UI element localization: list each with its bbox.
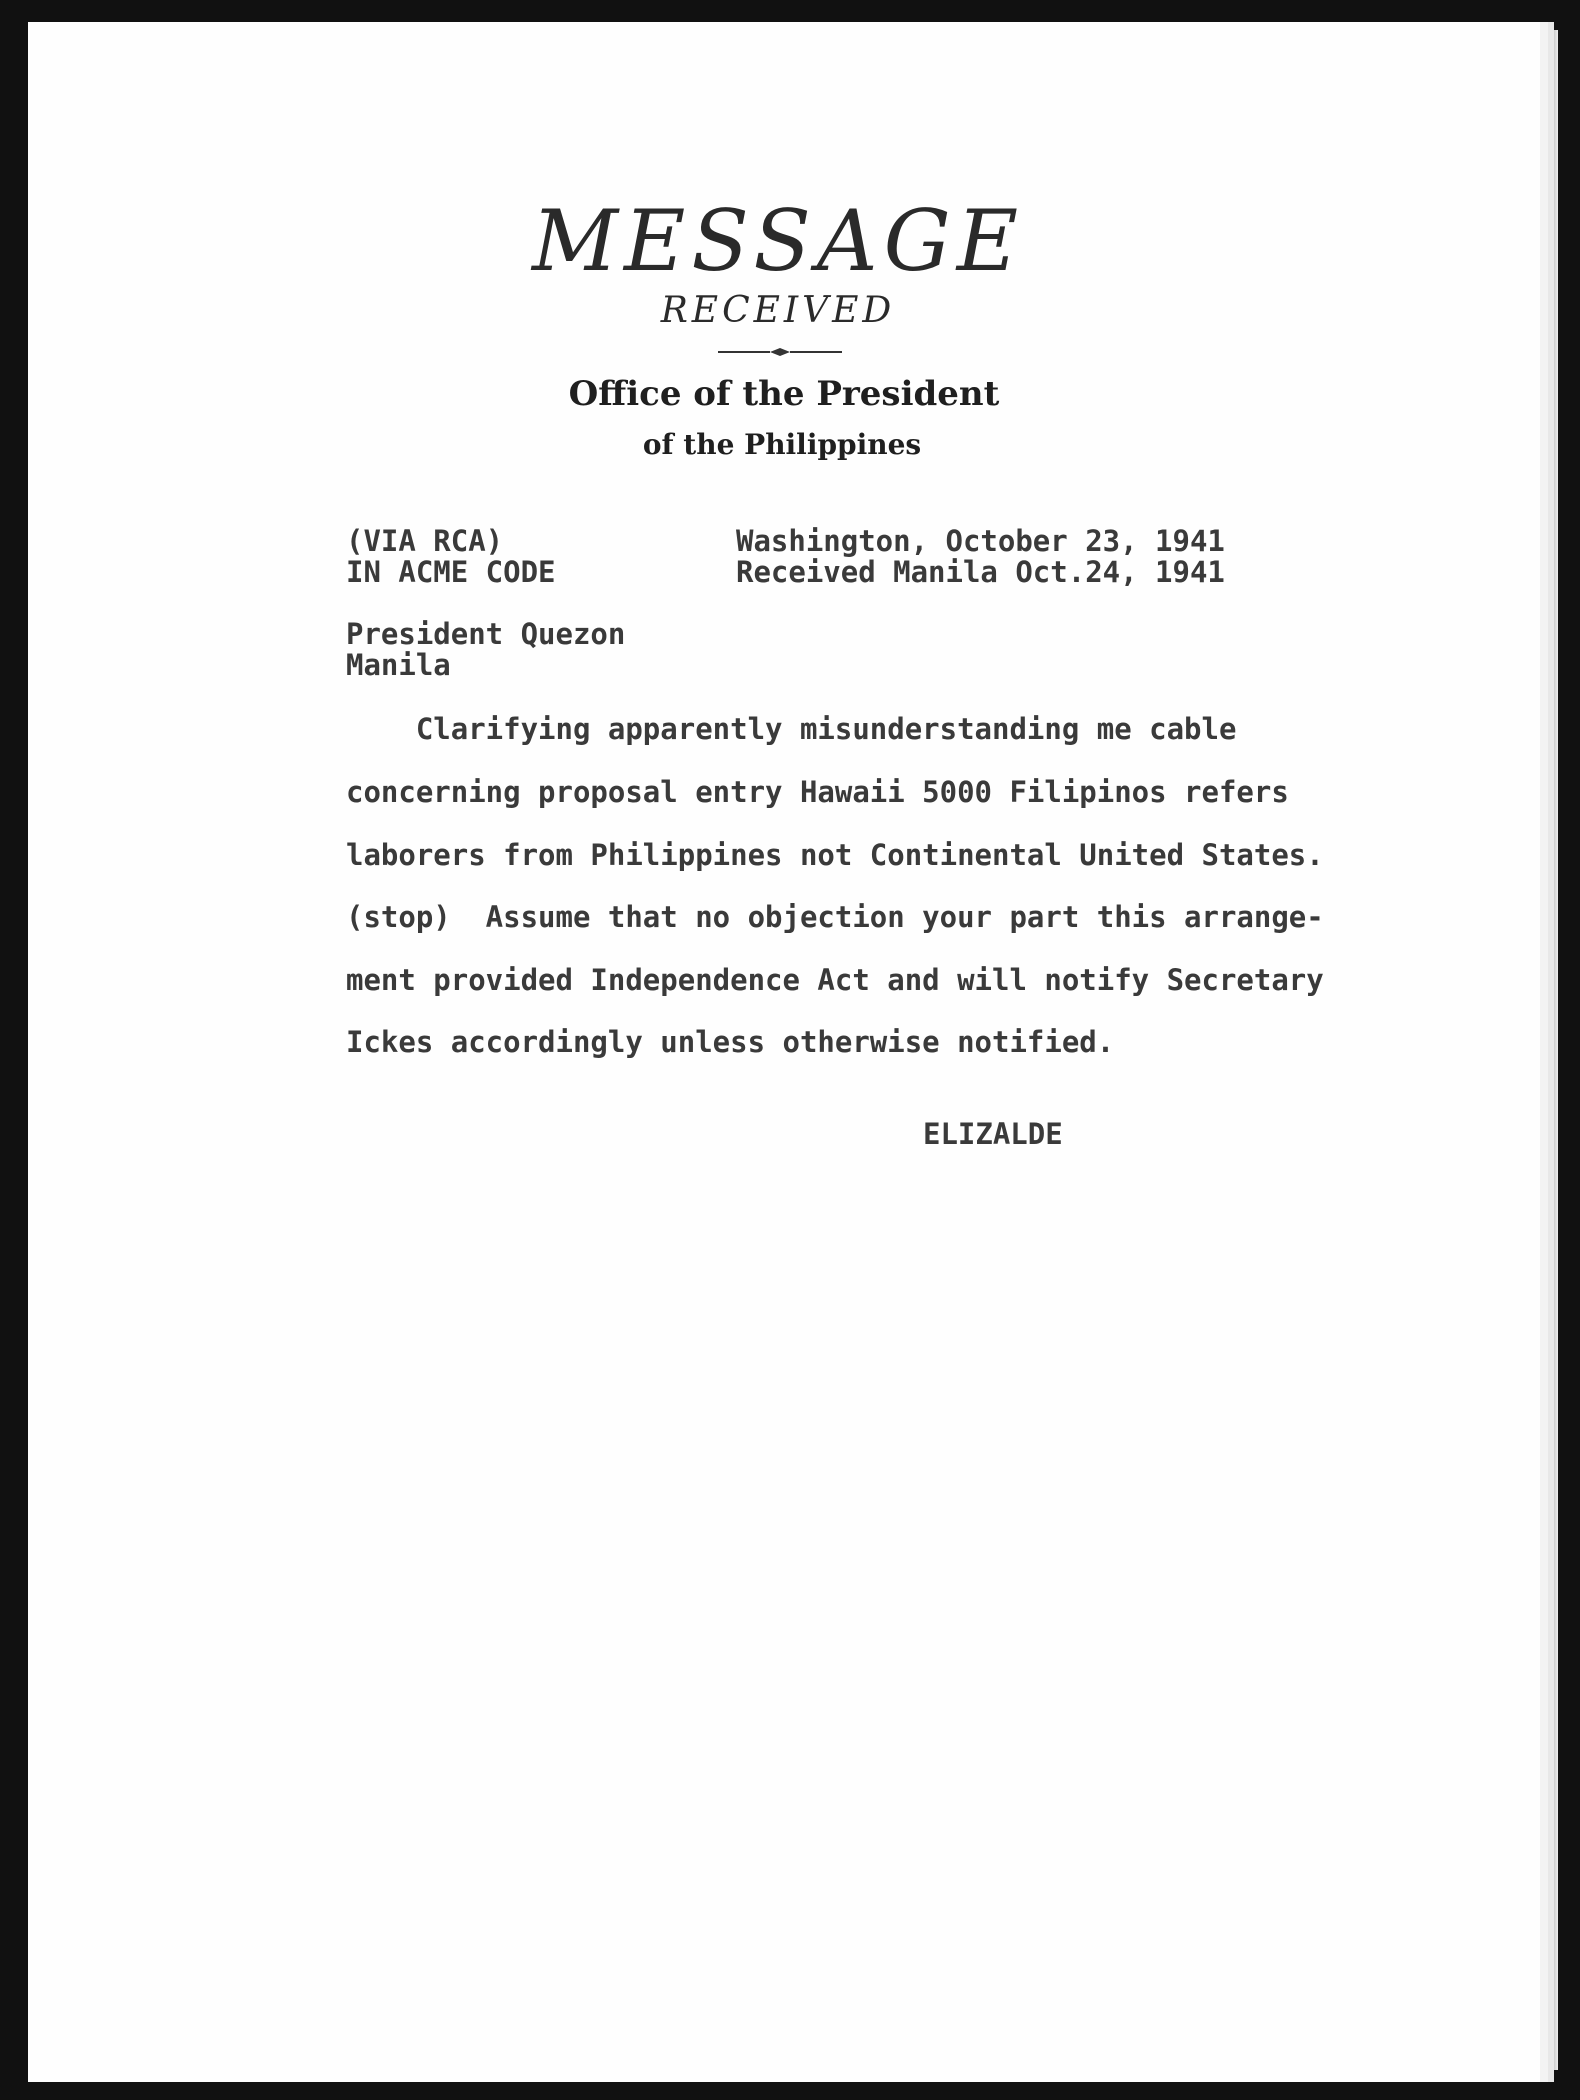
message-line: (stop) Assume that no objection your part this arrange- (346, 900, 1324, 934)
office-country: of the Philippines (642, 428, 922, 461)
message-line: laborers from Philippines not Continental United States. (346, 838, 1324, 872)
office-name: Office of the President (568, 374, 1000, 414)
message-line: concerning proposal entry Hawaii 5000 Filipinos refers (346, 775, 1289, 809)
addressee-city: Manila (346, 648, 451, 682)
document-page (28, 22, 1554, 2082)
letterhead-subtitle: RECEIVED (660, 290, 896, 331)
message-line: ment provided Independence Act and will notify Secretary (346, 963, 1324, 997)
transmission-code: IN ACME CODE (346, 555, 556, 589)
divider-ornament-icon (718, 347, 842, 357)
origin-date: Washington, October 23, 1941 (736, 524, 1225, 558)
addressee-name: President Quezon (346, 617, 626, 651)
received-date: Received Manila Oct.24, 1941 (736, 555, 1225, 589)
message-line: Clarifying apparently misunderstanding me cable (346, 712, 1237, 746)
letterhead-title: MESSAGE (531, 192, 1025, 290)
transmission-via: (VIA RCA) (346, 524, 504, 558)
message-line: Ickes accordingly unless otherwise notified. (346, 1025, 1115, 1059)
signature: ELIZALDE (923, 1117, 1063, 1151)
